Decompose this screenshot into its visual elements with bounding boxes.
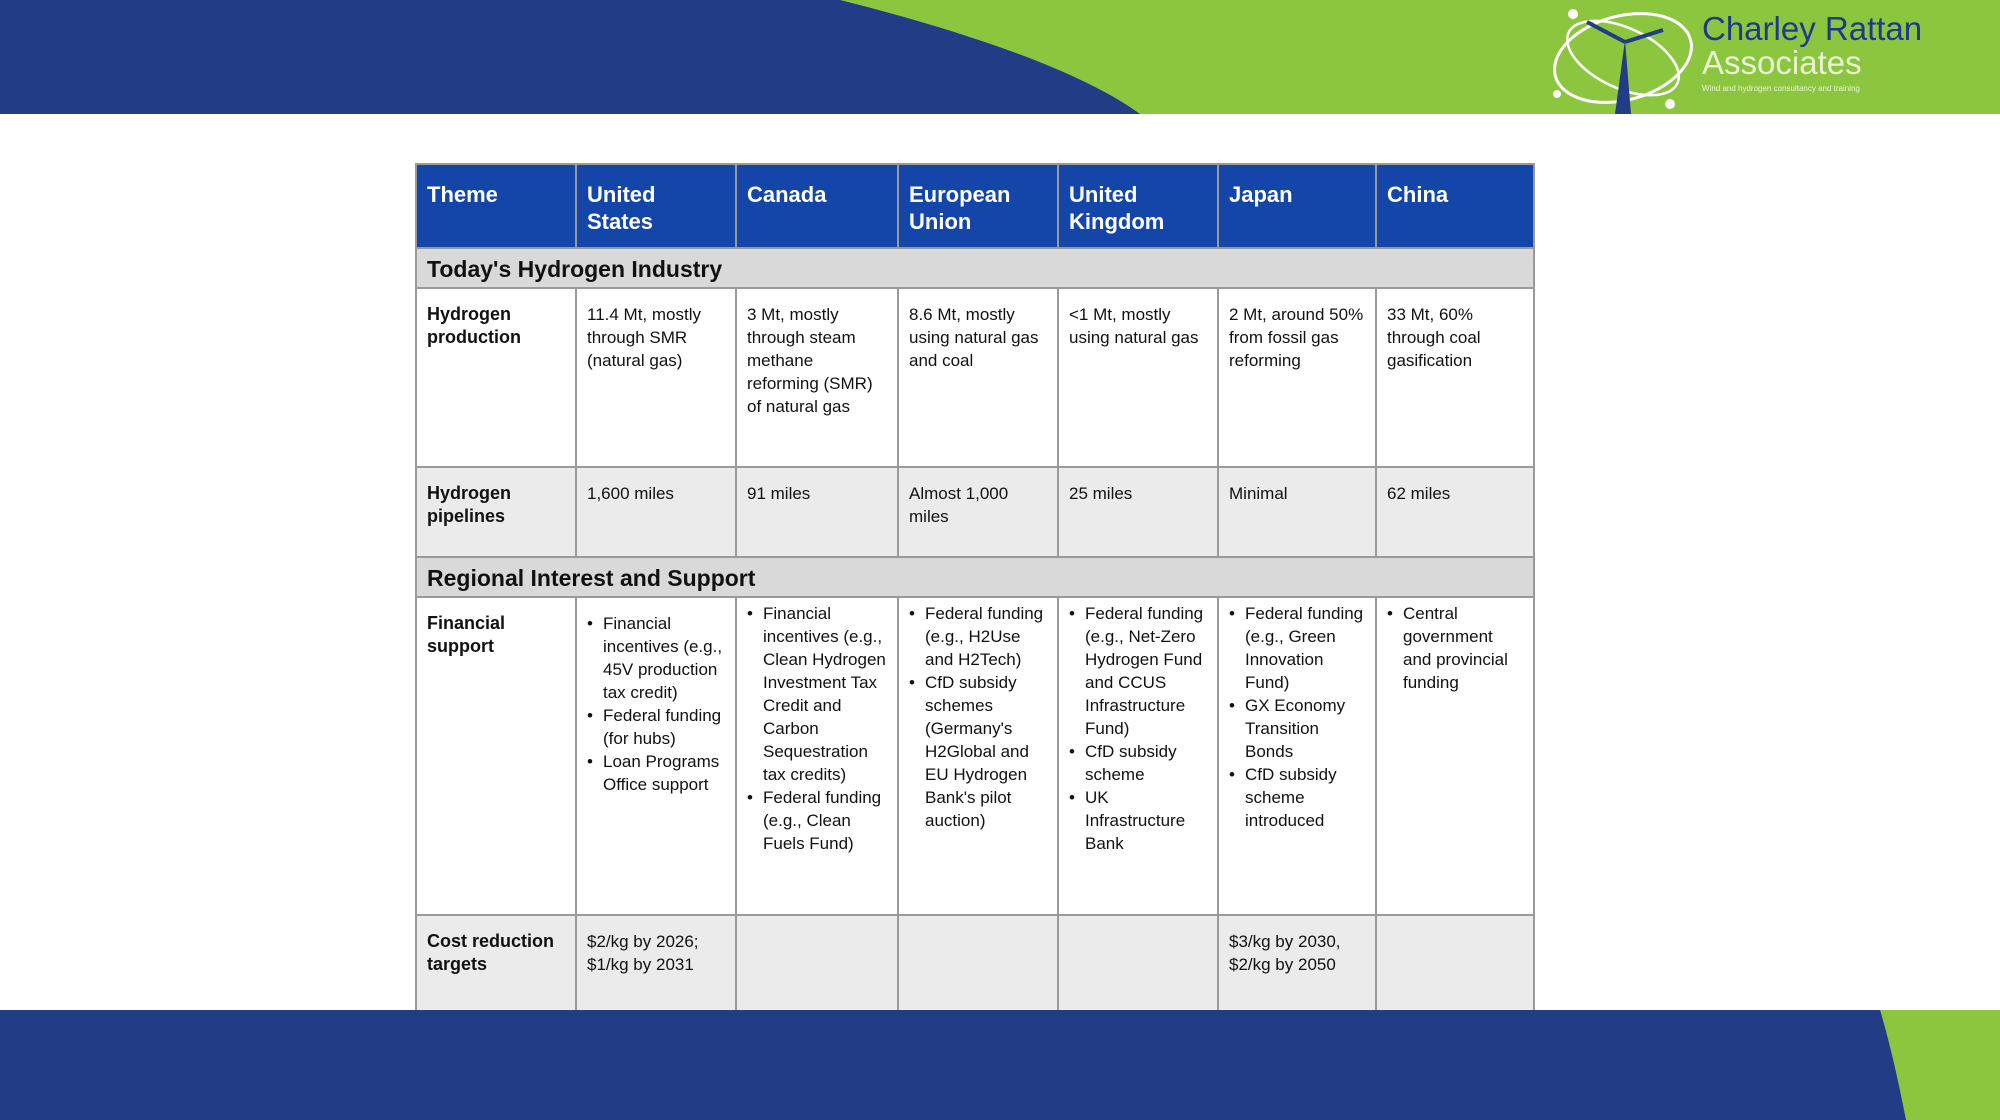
table-cell: 1,600 miles <box>576 467 736 557</box>
list-item: • Federal funding (e.g., H2Use and H2Tech) <box>923 602 1047 671</box>
bullet-list <box>1387 602 1523 694</box>
row-theme: Hydrogen pipelines <box>416 467 576 557</box>
table-cell-china <box>1376 597 1534 915</box>
table-cell: <1 Mt, mostly using natural gas <box>1058 288 1218 467</box>
brand-name-line1: Charley Rattan <box>1702 10 1923 47</box>
brand-name-line2: Associates <box>1702 44 1862 81</box>
bullet-list <box>587 612 725 796</box>
table-cell: Minimal <box>1218 467 1376 557</box>
list-item: • Federal funding (e.g., Green Innovation Fund) <box>1243 602 1365 694</box>
row-theme: Hydrogen production <box>416 288 576 467</box>
list-item: • Federal funding (e.g., Net-Zero Hydrogen Fund and CCUS Infrastructure Fund) <box>1083 602 1207 740</box>
brand-tagline: Wind and hydrogen consultancy and training <box>1702 84 1860 93</box>
list-item: • CfD subsidy schemes (Germany's H2Global and EU Hydrogen Bank's pilot auction) <box>923 671 1047 832</box>
list-item: • CfD subsidy scheme <box>1083 740 1207 786</box>
header-theme: Theme <box>416 164 576 248</box>
table-row-pipelines <box>416 467 1534 557</box>
section-row-support <box>416 557 1534 597</box>
table-cell-canada <box>736 597 898 915</box>
table-cell: 91 miles <box>736 467 898 557</box>
list-item: • Loan Programs Office support <box>601 750 725 796</box>
logo-globe-icon <box>1545 0 1705 114</box>
bullet-list <box>1069 602 1207 855</box>
section-row-industry <box>416 248 1534 288</box>
table-cell-uk <box>1058 597 1218 915</box>
table-cell-eu <box>898 597 1058 915</box>
bullet-list <box>909 602 1047 832</box>
header-row <box>416 164 1534 248</box>
comparison-table-container <box>415 163 1533 1028</box>
header-canada: Canada <box>736 164 898 248</box>
hydrogen-comparison-table <box>415 163 1535 1028</box>
list-item: • Federal funding (for hubs) <box>601 704 725 750</box>
bullet-list <box>1229 602 1365 832</box>
table-cell: 3 Mt, mostly through steam methane reforming (SMR) of natural gas <box>736 288 898 467</box>
table-row-production <box>416 288 1534 467</box>
bullet-list <box>747 602 887 855</box>
table-cell: 33 Mt, 60% through coal gasification <box>1376 288 1534 467</box>
table-cell: 2 Mt, around 50% from fossil gas reforming <box>1218 288 1376 467</box>
header-united-kingdom: United Kingdom <box>1058 164 1218 248</box>
section-title: Today's Hydrogen Industry <box>416 248 1534 288</box>
table-cell: $3/kg by 2030, $2/kg by 2050 <box>1218 915 1376 1027</box>
table-row-financial <box>416 597 1534 915</box>
header-japan: Japan <box>1218 164 1376 248</box>
list-item: • Financial incentives (e.g., 45V production tax credit) <box>601 612 725 704</box>
table-cell: $2/kg by 2026; $1/kg by 2031 <box>576 915 736 1027</box>
list-item: • CfD subsidy scheme introduced <box>1243 763 1365 832</box>
table-cell-japan <box>1218 597 1376 915</box>
bottom-banner <box>0 1010 2000 1120</box>
table-cell: 25 miles <box>1058 467 1218 557</box>
table-cell: Almost 1,000 miles <box>898 467 1058 557</box>
section-title: Regional Interest and Support <box>416 557 1534 597</box>
list-item: • Financial incentives (e.g., Clean Hydrogen Investment Tax Credit and Carbon Sequestration tax credits) <box>761 602 887 786</box>
table-cell: 62 miles <box>1376 467 1534 557</box>
row-theme: Cost reduction targets <box>416 915 576 1027</box>
list-item: • Federal funding (e.g., Clean Fuels Fund) <box>761 786 887 855</box>
list-item: • UK Infrastructure Bank <box>1083 786 1207 855</box>
list-item: • Central government and provincial funding <box>1401 602 1523 694</box>
header-china: China <box>1376 164 1534 248</box>
header-european-union: European Union <box>898 164 1058 248</box>
row-theme: Financial support <box>416 597 576 915</box>
header-united-states: United States <box>576 164 736 248</box>
table-cell-us <box>576 597 736 915</box>
list-item: • GX Economy Transition Bonds <box>1243 694 1365 763</box>
table-cell: 11.4 Mt, mostly through SMR (natural gas) <box>576 288 736 467</box>
table-cell: 8.6 Mt, mostly using natural gas and coal <box>898 288 1058 467</box>
